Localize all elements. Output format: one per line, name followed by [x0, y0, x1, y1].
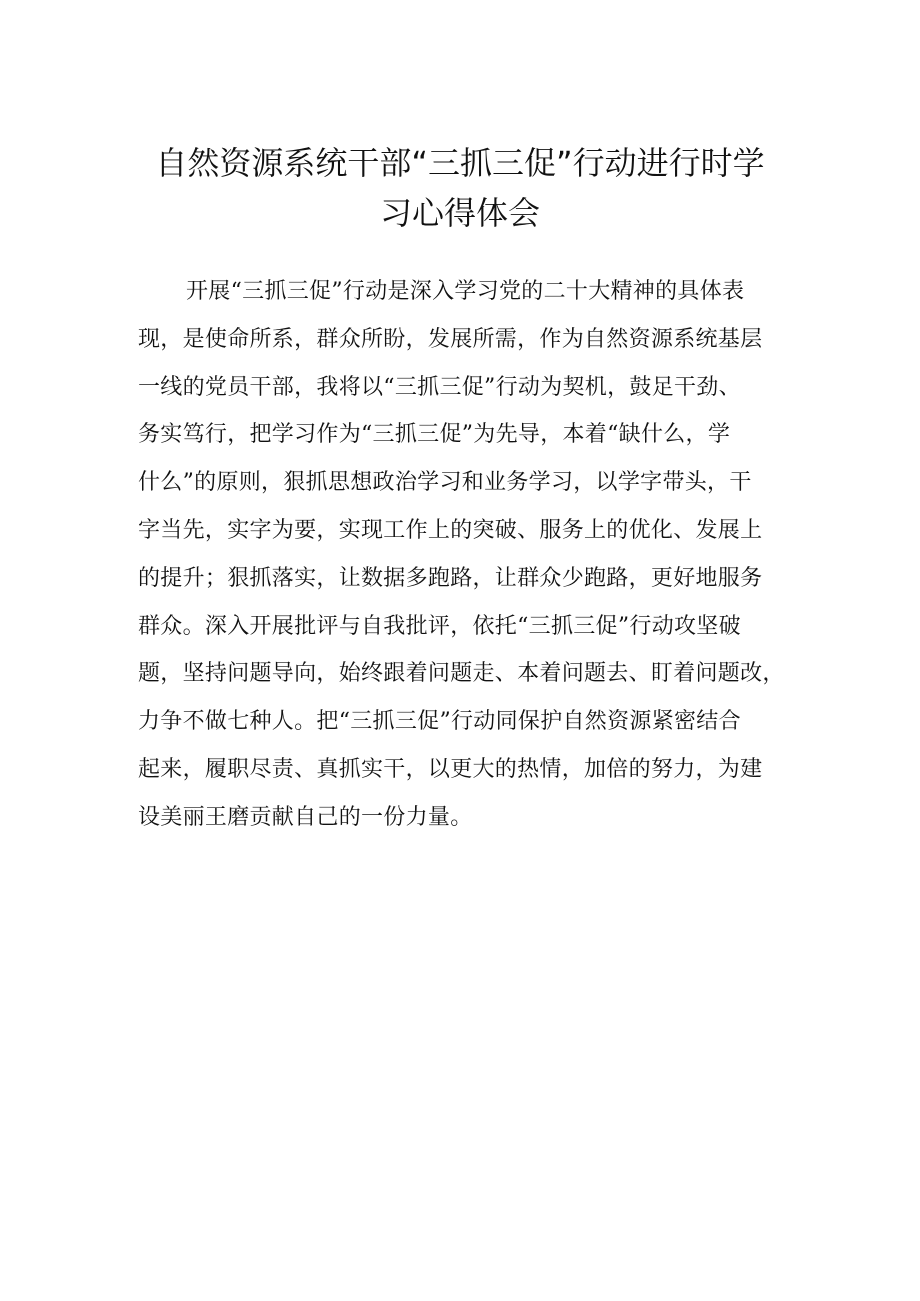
paragraph-line: 力争不做七种人。把“三抓三促”行动同保护自然资源紧密结合 — [138, 709, 741, 735]
paragraph-line: 现，是使命所系，群众所盼，发展所需，作为自然资源系统基层 — [138, 326, 763, 352]
paragraph-line: 什么”的原则，狠抓思想政治学习和业务学习，以学字带头，干 — [138, 470, 752, 496]
paragraph-line: 开展“三抓三促”行动是深入学习党的二十大精神的具体表 — [186, 279, 745, 304]
paragraph-line: 的提升；狠抓落实，让数据多跑路，让群众少跑路，更好地服务 — [138, 565, 763, 591]
paragraph-line: 设美丽王磨贡献自己的一份力量。 — [138, 804, 473, 830]
paragraph-line: 起来，履职尽责、真抓实干，以更大的热情，加倍的努力，为建 — [138, 756, 763, 782]
document-title — [110, 138, 810, 238]
paragraph-line: 务实笃行，把学习作为“三抓三促”为先导，本着“缺什么，学 — [138, 422, 731, 448]
paragraph-line: 字当先，实字为要，实现工作上的突破、服务上的优化、发展上 — [138, 517, 763, 543]
body-paragraph — [138, 268, 818, 842]
title-line: 习心得体会 — [379, 194, 540, 232]
paragraph-line: 群众。深入开展批评与自我批评，依托“三抓三促”行动攻坚破 — [138, 613, 741, 639]
paragraph-line: 题，坚持问题导向，始终跟着问题走、本着问题去、盯着问题改， — [138, 661, 785, 687]
title-line: 自然资源系统干部“三抓三促”行动进行时学 — [155, 144, 765, 182]
paragraph-line: 一线的党员干部，我将以“三抓三促”行动为契机，鼓足干劲、 — [138, 374, 741, 400]
